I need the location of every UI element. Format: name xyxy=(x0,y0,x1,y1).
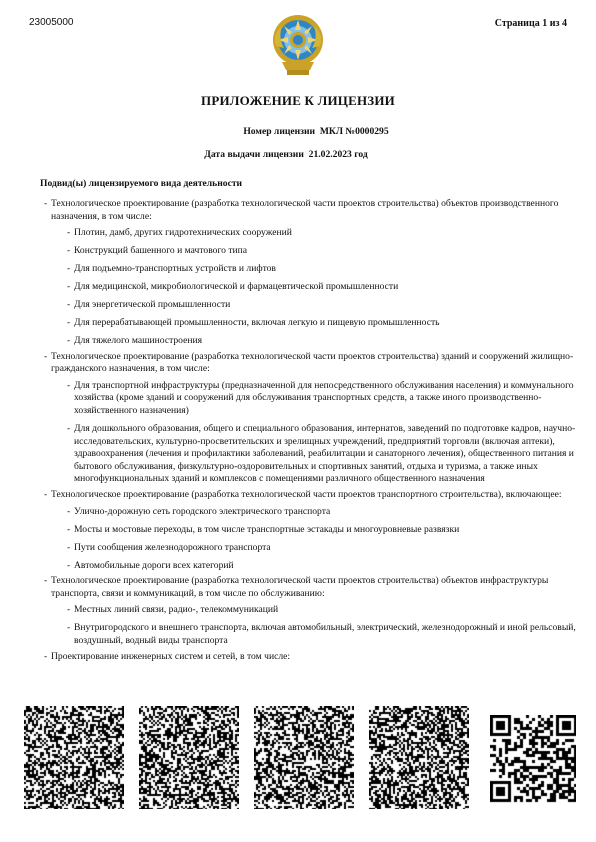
document-id: 23005000 xyxy=(29,17,74,28)
subtype-item-text: - Технологическое проектирование (разработка технологической части проектов строительства) объектов инфраструктуры транспорта, связи и коммуникаций, в том числе по обслуживанию: xyxy=(43,575,583,600)
barcode-strip xyxy=(0,706,596,810)
subtype-item xyxy=(43,575,583,647)
subtype-subitem: - Для тяжелого машиностроения xyxy=(43,335,583,348)
2d-barcode-icon xyxy=(139,706,239,809)
subtype-subitem: - Для медицинской, микробиологической и фармацевтической промышленности xyxy=(43,281,583,294)
subtype-subitem: - Пути сообщения железнодорожного транспорта xyxy=(43,542,583,555)
subtype-list xyxy=(43,198,583,665)
license-number-label: Номер лицензии xyxy=(243,126,316,137)
license-date-label: Дата выдачи лицензии xyxy=(204,149,304,160)
2d-barcode-icon xyxy=(369,706,469,809)
2d-barcode-icon xyxy=(24,706,124,809)
state-emblem-icon xyxy=(272,12,324,78)
page-indicator: Страница 1 из 4 xyxy=(494,18,567,29)
subtype-item-text: - Технологическое проектирование (разработка технологической части проектов строительства) объектов производственного назначения, в том числе: xyxy=(43,198,583,223)
subtype-subitem: - Для энергетической промышленности xyxy=(43,299,583,312)
subtype-subitem: - Для дошкольного образования, общего и специального образования, интернатов, заведений по подготовке кадров, научно-исследовательских, культурно-просветительских и зрелищных учреждений, предприятий торговли (включая аптеки), здравоохранения (лечения и профилактики заболеваний, реабилитации и санаторного лечения), общественного питания и бытового обслуживания, физкультурно-оздоровительных и спортивных занятий, отдыха и туризма, а также иных многофункциональных зданий и комплексов с помещениями различного общественного назначения xyxy=(43,423,583,486)
subtype-subitem: - Для транспортной инфраструктуры (предназначенной для непосредственного обслуживания населения) и коммунального хозяйства (кроме зданий и сооружений для обслуживания транспортных средств, а также иного производственно-хозяйственного назначения) xyxy=(43,380,583,418)
subtype-item-text: - Технологическое проектирование (разработка технологической части проектов строительства) зданий и сооружений жилищно-гражданского назначения, в том числе: xyxy=(43,351,583,376)
subtype-subitem: - Внутригородского и внешнего транспорта, включая автомобильный, электрический, железнодорожный и иной рельсовый, воздушный, водный виды транспорта xyxy=(43,622,583,647)
subtype-item xyxy=(43,198,583,348)
page-title: ПРИЛОЖЕНИЕ К ЛИЦЕНЗИИ xyxy=(201,93,395,108)
subtype-item xyxy=(43,351,583,486)
license-number-value: МКЛ №0000295 xyxy=(319,126,389,137)
subtype-subitem: - Плотин, дамб, других гидротехнических сооружений xyxy=(43,227,583,240)
subtype-subitem: - Улично-дорожную сеть городского электрического транспорта xyxy=(43,506,583,519)
subtype-subitem: - Конструкций башенного и мачтового типа xyxy=(43,245,583,258)
subtype-subitem: - Для перерабатывающей промышленности, включая легкую и пищевую промышленность xyxy=(43,317,583,330)
2d-barcode-icon xyxy=(254,706,354,809)
qr-code-icon xyxy=(490,715,576,803)
subtype-item xyxy=(43,489,583,572)
license-date-value: 21.02.2023 год xyxy=(308,149,368,160)
subtype-item-text: - Проектирование инженерных систем и сетей, в том числе: xyxy=(43,651,583,664)
subtype-item xyxy=(43,651,583,664)
license-date xyxy=(0,149,584,160)
subtype-subitem: - Местных линий связи, радио-, телекоммуникаций xyxy=(43,604,583,617)
license-number xyxy=(18,126,596,137)
subtype-item-text: - Технологическое проектирование (разработка технологической части проектов транспортного строительства), включающее: xyxy=(43,489,583,502)
subtype-subitem: - Мосты и мостовые переходы, в том числе транспортные эстакады и многоуровневые развязки xyxy=(43,524,583,537)
subtype-subitem: - Для подъемно-транспортных устройств и лифтов xyxy=(43,263,583,276)
subtypes-heading: Подвид(ы) лицензируемого вида деятельности xyxy=(40,178,243,189)
subtype-subitem: - Автомобильные дороги всех категорий xyxy=(43,560,583,573)
